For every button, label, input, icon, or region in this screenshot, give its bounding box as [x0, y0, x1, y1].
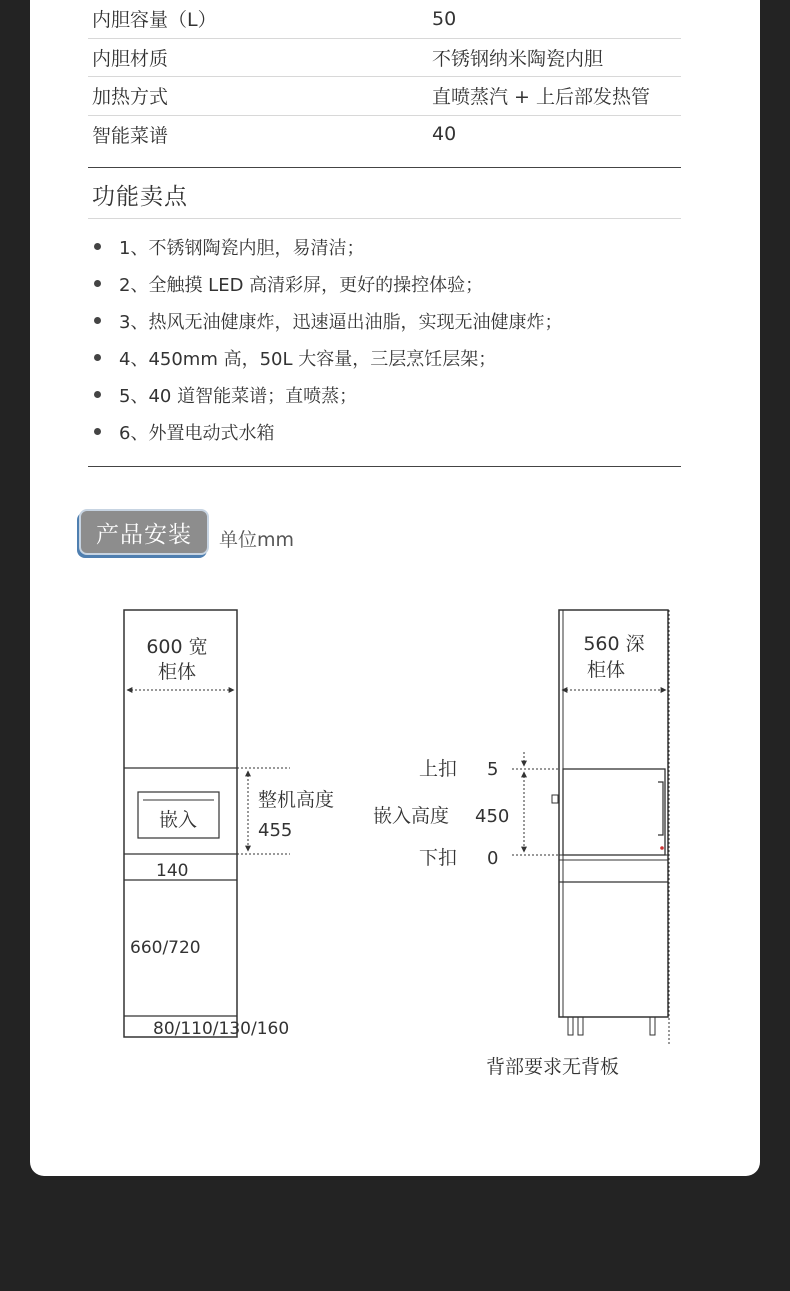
depth-label: 柜体 — [586, 659, 626, 681]
gap-value: 140 — [156, 861, 189, 881]
height-value: 455 — [258, 820, 293, 841]
spec-value: 50 — [432, 7, 457, 30]
spec-label: 内胆容量（L） — [92, 9, 217, 32]
lower-cabinet-value: 660/720 — [130, 938, 201, 958]
feature-text: 5、40 道智能菜谱；直喷蒸； — [119, 385, 358, 407]
cabinet-leg — [650, 1017, 655, 1035]
bottom-gap-value: 0 — [487, 848, 499, 869]
feature-text: 4、450mm 高，50L 大容量，三层烹饪层架； — [119, 348, 497, 370]
top-gap-value: 5 — [487, 759, 499, 780]
unit-label: 单位mm — [219, 529, 295, 551]
cabinet-leg — [578, 1017, 583, 1035]
feature-text: 1、不锈钢陶瓷内胆，易清洁； — [119, 237, 365, 259]
spec-label: 加热方式 — [92, 86, 169, 109]
depth-label: 560 深 — [583, 633, 645, 655]
spec-value: 直喷蒸汽 + 上后部发热管 — [432, 86, 650, 109]
base-height-value: 80/110/130/160 — [153, 1019, 290, 1039]
feature-text: 3、热风无油健康炸，迅速逼出油脂，实现无油健康炸； — [119, 311, 563, 333]
width-label: 柜体 — [157, 661, 197, 683]
side-view-diagram — [373, 610, 669, 1078]
oven-door-handle — [658, 782, 663, 835]
bottom-gap-label: 下扣 — [419, 847, 458, 869]
embed-height-label: 嵌入高度 — [373, 805, 450, 827]
front-view-diagram — [124, 610, 334, 1039]
oven-side-body — [563, 769, 665, 855]
install-title-badge: 产品安装 — [79, 509, 209, 555]
oven-vent — [552, 795, 558, 803]
cabinet-leg — [568, 1017, 573, 1035]
spec-value: 不锈钢纳米陶瓷内胆 — [432, 47, 604, 70]
embed-height-value: 450 — [475, 806, 510, 827]
spec-label: 内胆材质 — [92, 47, 169, 70]
back-panel-note: 背部要求无背板 — [486, 1056, 620, 1078]
features-title: 功能卖点 — [92, 184, 188, 210]
spec-label: 智能菜谱 — [92, 124, 169, 147]
width-label: 600 宽 — [146, 636, 208, 658]
feature-text: 2、全触摸 LED 高清彩屏，更好的操控体验； — [119, 274, 484, 296]
oven-indicator-light — [660, 846, 664, 850]
top-gap-label: 上扣 — [419, 758, 458, 780]
embed-label: 嵌入 — [158, 809, 198, 831]
shelf-board — [559, 855, 668, 860]
height-label: 整机高度 — [258, 789, 335, 811]
spec-value: 40 — [432, 123, 457, 146]
feature-text: 6、外置电动式水箱 — [119, 422, 275, 444]
